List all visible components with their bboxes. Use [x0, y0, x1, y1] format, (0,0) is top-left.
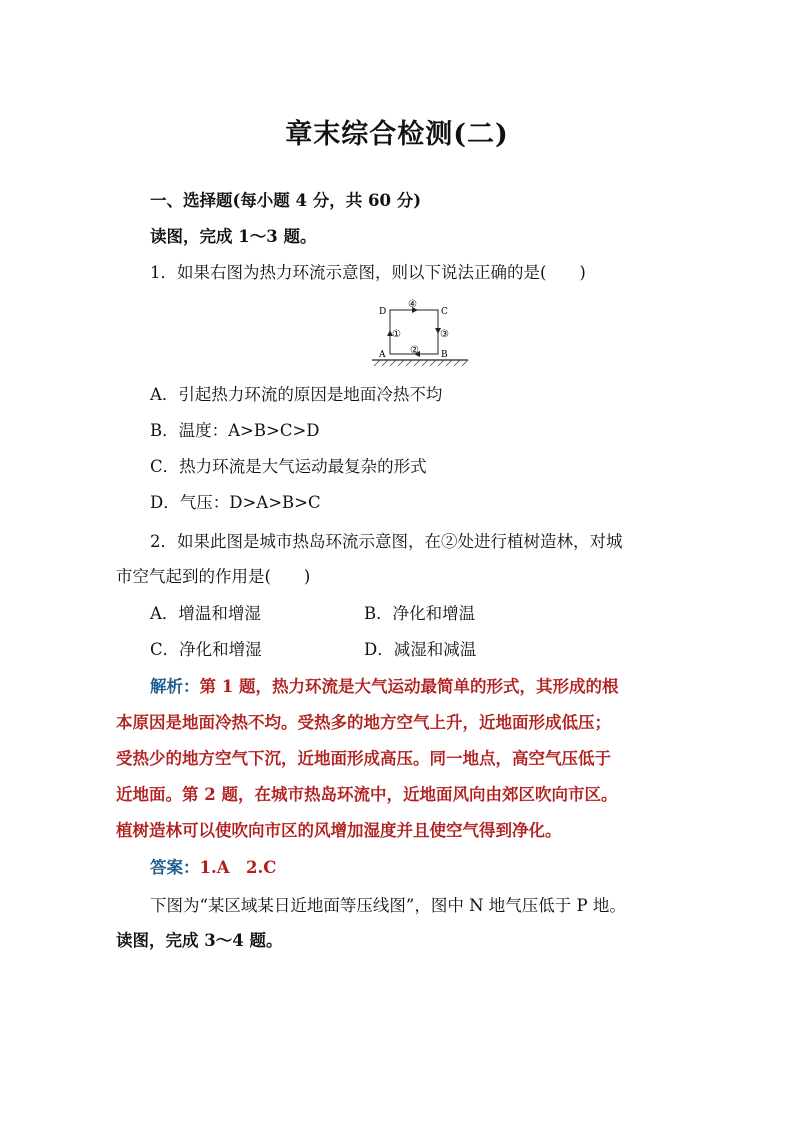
- label-1: ①: [392, 329, 401, 340]
- corner-label-c: C: [441, 307, 448, 317]
- question-2-stem-line1: 2．如果此图是城市热岛环流示意图，在②处进行植树造林，对城: [150, 532, 623, 551]
- thermal-circulation-diagram: [370, 298, 470, 370]
- analysis-label: 解析：: [150, 677, 200, 696]
- answer-line: [150, 857, 276, 879]
- q1-option-a: A．引起热力环流的原因是地面冷热不均: [150, 385, 443, 404]
- next-intro-line1: 下图为“某区域某日近地面等压线图”，图中 N 地气压低于 P 地。: [150, 896, 626, 915]
- analysis-text-1: 第 1 题，热力环流是大气运动最简单的形式，其形成的根: [199, 677, 619, 696]
- page-title: 章末综合检测(二): [285, 119, 509, 150]
- corner-label-d: D: [379, 307, 387, 317]
- question-group-intro: 读图，完成 1～3 题。: [150, 227, 317, 246]
- analysis-line1: [150, 676, 618, 698]
- q2-option-b: B．净化和增温: [364, 604, 476, 623]
- question-2-stem-line2: 市空气起到的作用是( ): [116, 567, 311, 586]
- q2-option-c: C．净化和增湿: [150, 640, 262, 659]
- label-4: ④: [408, 299, 417, 310]
- q1-option-d: D．气压：D>A>B>C: [150, 493, 321, 512]
- corner-label-a: A: [379, 350, 386, 360]
- answer-label: 答案：: [150, 858, 200, 877]
- corner-label-b: B: [441, 350, 448, 360]
- q2-option-d: D．减湿和减温: [364, 640, 477, 659]
- answer-value: 1.A 2.C: [199, 858, 277, 877]
- analysis-line3: 受热少的地方空气下沉，近地面形成高压。同一地点，高空气压低于: [116, 749, 611, 768]
- label-3: ③: [440, 329, 449, 340]
- q1-option-c: C．热力环流是大气运动最复杂的形式: [150, 457, 427, 476]
- analysis-line5: 植树造林可以使吹向市区的风增加湿度并且使空气得到净化。: [116, 821, 562, 840]
- question-1-stem: 1．如果右图为热力环流示意图，则以下说法正确的是( ): [150, 263, 586, 282]
- ground-hatching: [374, 360, 468, 366]
- q1-option-b: B．温度：A>B>C>D: [150, 421, 320, 440]
- section-heading: 一、选择题(每小题 4 分，共 60 分): [150, 191, 422, 210]
- analysis-line4: 近地面。第 2 题，在城市热岛环流中，近地面风向由郊区吹向市区。: [116, 785, 618, 804]
- label-2: ②: [410, 345, 419, 356]
- analysis-line2: 本原因是地面冷热不均。受热多的地方空气上升，近地面形成低压；: [116, 713, 611, 732]
- q2-option-a: A．增温和增湿: [150, 604, 261, 623]
- next-intro-line2: 读图，完成 3～4 题。: [116, 931, 283, 950]
